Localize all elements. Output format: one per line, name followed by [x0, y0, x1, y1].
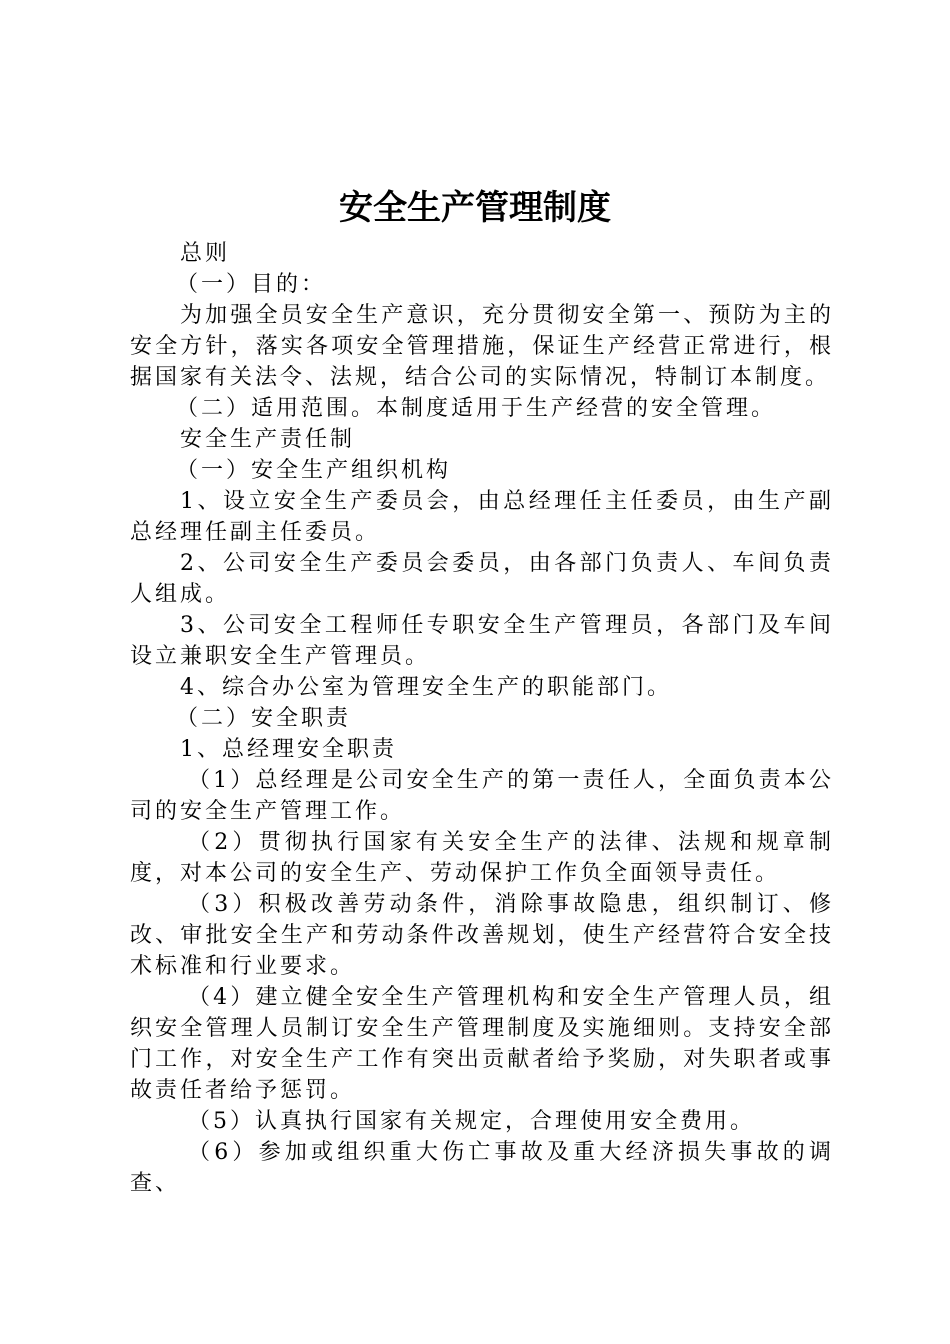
sub-item: （2）贯彻执行国家有关安全生产的法律、法规和规章制度，对本公司的安全生产、劳动保护工作负全面领导责任。 [130, 830, 834, 886]
body-paragraph: 为加强全员安全生产意识，充分贯彻安全第一、预防为主的安全方针，落实各项安全管理措施，保证生产经营正常进行，根据国家有关法令、法规，结合公司的实际情况，特制订本制度。 [130, 303, 834, 390]
document-title: 安全生产管理制度 [339, 188, 611, 228]
sub-item: （5）认真执行国家有关规定，合理使用安全费用。 [188, 1109, 755, 1134]
subsection-heading: （一）安全生产组织机构 [176, 458, 452, 483]
subsection-heading: （二）安全职责 [176, 706, 352, 731]
subsection-heading: （一）目的： [176, 272, 327, 297]
section-heading: 总则 [180, 241, 231, 266]
sub-item: （1）总经理是公司安全生产的第一责任人，全面负责本公司的安全生产管理工作。 [130, 768, 834, 824]
numbered-item: 2、公司安全生产委员会委员，由各部门负责人、车间负责人组成。 [130, 551, 834, 607]
sub-item: （6）参加或组织重大伤亡事故及重大经济损失事故的调查、 [130, 1140, 834, 1196]
body-paragraph: （二）适用范围。本制度适用于生产经营的安全管理。 [176, 396, 777, 421]
numbered-item: 1、设立安全生产委员会，由总经理任主任委员，由生产副总经理任副主任委员。 [130, 489, 834, 545]
numbered-item: 3、公司安全工程师任专职安全生产管理员，各部门及车间设立兼职安全生产管理员。 [130, 613, 834, 669]
section-heading: 安全生产责任制 [180, 427, 356, 452]
sub-item: （3）积极改善劳动条件，消除事故隐患，组织制订、修改、审批安全生产和劳动条件改善规划，使生产经营符合安全技术标准和行业要求。 [130, 892, 834, 979]
sub-item: （4）建立健全安全生产管理机构和安全生产管理人员，组织安全管理人员制订安全生产管理制度及实施细则。支持安全部门工作，对安全生产工作有突出贡献者给予奖励，对失职者或事故责任者给予惩罚。 [130, 985, 834, 1103]
document-body [130, 238, 834, 1199]
numbered-item: 1、总经理安全职责 [180, 737, 397, 762]
numbered-item: 4、综合办公室为管理安全生产的职能部门。 [180, 675, 672, 700]
